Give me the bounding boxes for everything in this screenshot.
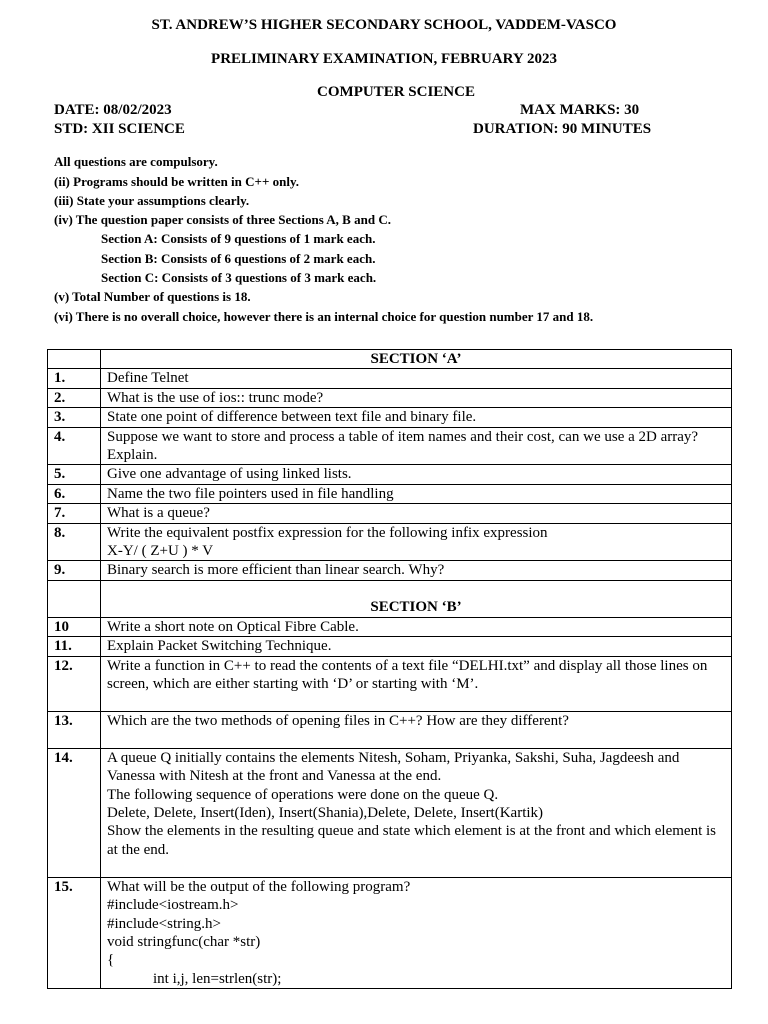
question-table (47, 349, 732, 989)
question-number: 2. (48, 388, 101, 407)
question-number: 7. (48, 504, 101, 523)
question-text: Write a short note on Optical Fibre Cable. (101, 617, 732, 636)
school-name: ST. ANDREW’S HIGHER SECONDARY SCHOOL, VADDEM-VASCO (151, 17, 617, 33)
question-text (101, 748, 732, 877)
section-b-title: SECTION ‘B’ (101, 580, 732, 617)
instruction-6: (vi) There is no overall choice, however there is an internal choice for question number 17 and 18. (54, 309, 594, 324)
instruction-2: (ii) Programs should be written in C++ only. (54, 174, 299, 189)
question-number: 5. (48, 465, 101, 484)
instruction-5: (v) Total Number of questions is 18. (54, 289, 251, 304)
question-line: Delete, Delete, Insert(Iden), Insert(Shania),Delete, Delete, Insert(Kartik) (107, 804, 544, 821)
question-line: The following sequence of operations were done on the queue Q. (107, 786, 499, 803)
table-row (48, 656, 732, 711)
question-number: 6. (48, 484, 101, 503)
question-text: Which are the two methods of opening files in C++? How are they different? (101, 711, 732, 748)
table-row (48, 637, 732, 656)
table-row (48, 484, 732, 503)
instruction-section-b: Section B: Consists of 6 questions of 2 mark each. (101, 251, 376, 266)
question-number: 4. (48, 427, 101, 465)
question-number: 15. (48, 877, 101, 988)
question-text: Define Telnet (101, 369, 732, 388)
question-number: 11. (48, 637, 101, 656)
table-row (48, 748, 732, 877)
question-line: A queue Q initially contains the elements Nitesh, Soham, Priyanka, Sakshi, Suha, Jagdeesh and Vanessa with Nitesh at the front and Vanessa at the end. (107, 749, 680, 785)
question-text (101, 877, 732, 988)
instruction-section-c: Section C: Consists of 3 questions of 3 mark each. (101, 270, 377, 285)
question-number: 12. (48, 656, 101, 711)
section-a-title: SECTION ‘A’ (101, 350, 732, 369)
exam-title: PRELIMINARY EXAMINATION, FEBRUARY 2023 (211, 51, 557, 67)
table-row (48, 369, 732, 388)
table-row (48, 523, 732, 561)
question-text: Name the two file pointers used in file handling (101, 484, 732, 503)
exam-duration: DURATION: 90 MINUTES (473, 121, 652, 137)
table-row (48, 388, 732, 407)
question-number: 14. (48, 748, 101, 877)
max-marks: MAX MARKS: 30 (520, 102, 640, 118)
table-row (48, 427, 732, 465)
question-text: Give one advantage of using linked lists. (101, 465, 732, 484)
table-row (48, 617, 732, 636)
question-text: What is the use of ios:: trunc mode? (101, 388, 732, 407)
question-line: Write the equivalent postfix expression for the following infix expression (107, 524, 548, 541)
std-class: STD: XII SCIENCE (54, 121, 185, 137)
subject-title: COMPUTER SCIENCE (317, 84, 475, 100)
table-row (48, 711, 732, 748)
question-text: What is a queue? (101, 504, 732, 523)
code-line: { (107, 952, 115, 969)
instruction-4: (iv) The question paper consists of three Sections A, B and C. (54, 212, 391, 227)
code-line: #include<iostream.h> (107, 897, 239, 914)
table-row (48, 465, 732, 484)
table-row (48, 877, 732, 988)
question-text: Suppose we want to store and process a table of item names and their cost, can we use a 2D array? Explain. (101, 427, 732, 465)
exam-date: DATE: 08/02/2023 (54, 102, 172, 118)
infix-expression: X-Y/ ( Z+U ) * V (107, 543, 214, 560)
question-number: 3. (48, 408, 101, 427)
question-number: 9. (48, 561, 101, 580)
question-number: 8. (48, 523, 101, 561)
question-line: Show the elements in the resulting queue and state which element is at the front and which element is at the end. (107, 823, 717, 858)
instruction-3: (iii) State your assumptions clearly. (54, 193, 250, 208)
question-number: 13. (48, 711, 101, 748)
table-row (48, 408, 732, 427)
question-text (101, 523, 732, 561)
question-line: What will be the output of the following program? (107, 878, 411, 895)
question-number: 10 (48, 617, 101, 636)
code-line: void stringfunc(char *str) (107, 933, 261, 950)
table-row (48, 504, 732, 523)
question-number: 1. (48, 369, 101, 388)
code-line: int i,j, len=strlen(str); (153, 970, 282, 987)
question-text: Write a function in C++ to read the contents of a text file “DELHI.txt” and display all those lines on screen, which are either starting with ‘D’ or starting with ‘M’. (101, 656, 732, 711)
question-text: Explain Packet Switching Technique. (101, 637, 732, 656)
code-line: #include<string.h> (107, 915, 221, 932)
table-row (48, 561, 732, 580)
question-text: Binary search is more efficient than linear search. Why? (101, 561, 732, 580)
instruction-section-a: Section A: Consists of 9 questions of 1 mark each. (101, 231, 376, 246)
instruction-1: All questions are compulsory. (54, 154, 218, 169)
question-text: State one point of difference between text file and binary file. (101, 408, 732, 427)
